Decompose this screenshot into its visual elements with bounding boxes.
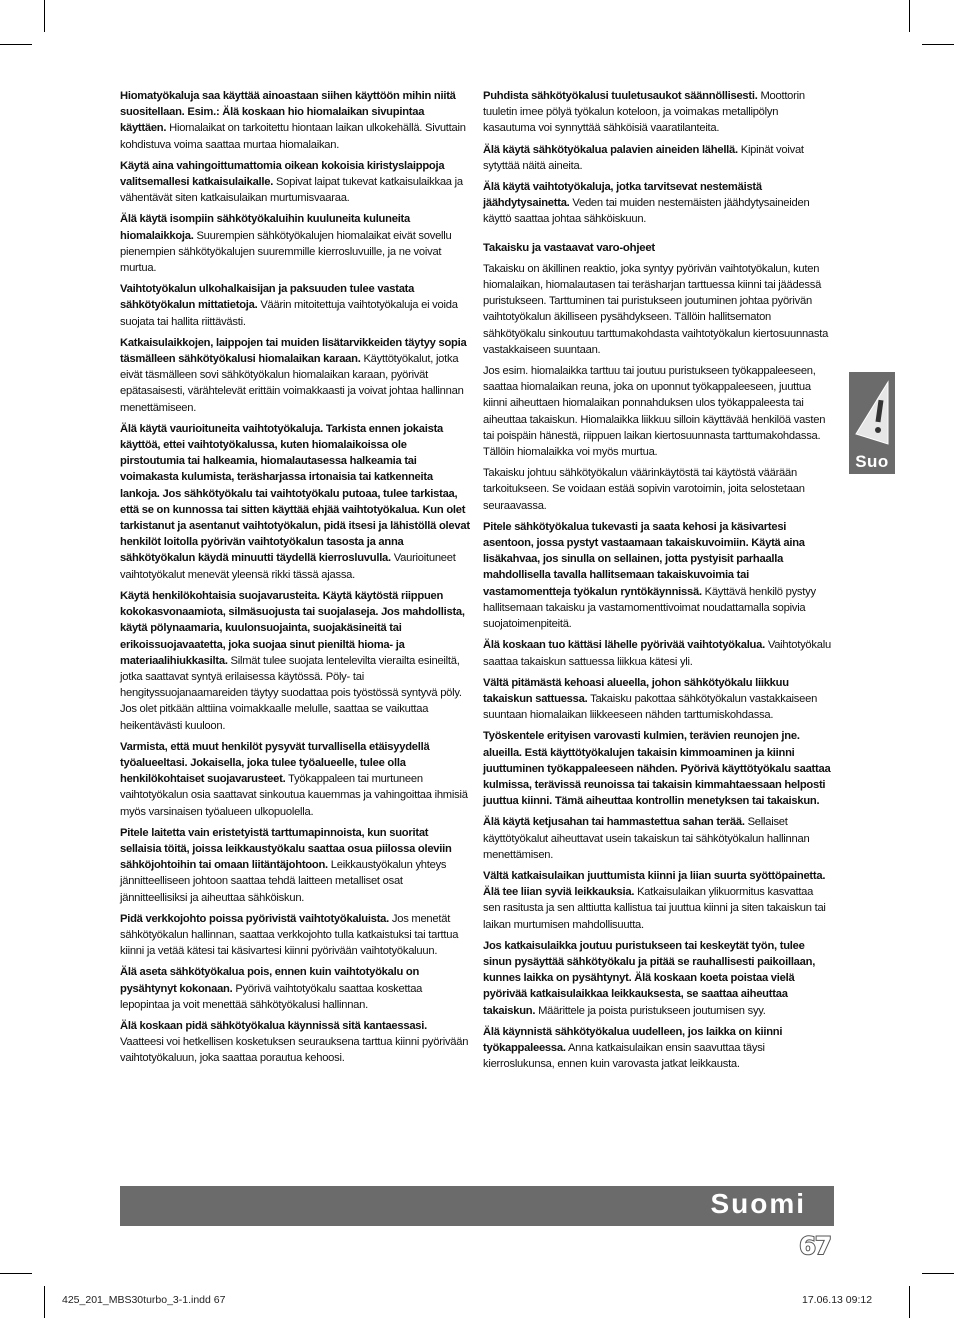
paragraph xyxy=(483,814,833,863)
crop-mark xyxy=(909,0,910,32)
paragraph xyxy=(483,637,833,669)
paragraph-text: Väärin mitoitettuja vaihtotyökaluja ei voida suojata tai hallita riittävästi. xyxy=(120,299,458,328)
paragraph xyxy=(120,335,470,416)
paragraph-lead: Älä aseta sähkötyökalua pois, ennen kuin vaihtotyökalu on pysähtynyt kokonaan. xyxy=(120,966,420,995)
paragraph-text: Käyttötyökalut, jotka eivät täsmälleen sovi sähkötyökalun hiomalaikan karaan, pyörivät epätasaisesti, värähtelevät erittäin voimakkaasti ja voivat johtaa hallinnan menettämiseen. xyxy=(120,353,464,414)
paragraph-lead: Käytä henkilökohtaisia suojavarusteita. Käytä käytöstä riippuen kokokasvonaamiota, silmäsuojusta tai suojalaseja. Jos mahdollista, käytä pölynaamaria, kuulonsuojainta, suojakäsineitä tai erikoissuojavaatetta, joka suojaa sinut pieniltä hioma- ja materiaalihiukkasilta. xyxy=(120,589,465,667)
paragraph-text: Kipinät voivat sytyttää näitä aineita. xyxy=(483,143,804,172)
paragraph xyxy=(120,825,470,906)
paragraph-text: Leikkaustyökalun yhteys jännitteelliseen johtoon saattaa tehdä laitteen metalliset osat jännitteellisiksi ja aiheuttaa sähköiskun. xyxy=(120,859,447,904)
paragraph-text: Veden tai muiden nestemäisten jäähdytysaineiden käyttö saattaa johtaa sähköiskuun. xyxy=(483,197,810,226)
paragraph xyxy=(483,88,833,137)
paragraph-text: Katkaisulaikan ylikuormitus kasvattaa sen rasitusta ja sen alttiutta kallistua tai juuttua kiinni ja siten takaiskun tai laikan murtumisen mahdollisuutta. xyxy=(483,886,826,931)
paragraph-lead: Pitele laitetta vain eristetyistä tarttumapinnoista, kun suoritat sellaisia töitä, joissa leikkaustyökalu saattaa osua piilossa oleviin sähköjohtoihin tai omaan liitäntäjohtoon. xyxy=(120,826,452,872)
paragraph xyxy=(483,675,833,724)
paragraph xyxy=(120,1018,470,1067)
paragraph-text: Pyörivä vaihtotyökalu saattaa koskettaa lepopintaa ja voit menettää sähkötyökalusi hallinnan. xyxy=(120,982,423,1011)
paragraph xyxy=(483,261,833,358)
paragraph xyxy=(483,868,833,933)
paragraph xyxy=(483,938,833,1019)
paragraph-text: Jos menetät sähkötyökalun hallinnan, saattaa verkkojohto tulla katkaistuksi tai tarttua kiinni ja vetää kätesi tai käsivartesi kiinni pyörivään vaihtotyökaluun. xyxy=(120,912,459,958)
paragraph-text: Takaisku johtuu sähkötyökalun väärinkäytöstä tai käytöstä väärään tarkoitukseen. Se voidaan estää sopivin varotoimin, joita selostetaan seuraavassa. xyxy=(483,467,805,512)
paragraph xyxy=(483,179,833,228)
paragraph-text: Käyttävä henkilö pystyy hallitsemaan takaisku ja vastamomenttivoimat noudattamalla sopivia suojatoimenpiteitä. xyxy=(483,585,816,631)
slug-date: 17.06.13 09:12 xyxy=(802,1294,873,1306)
paragraph xyxy=(120,421,470,583)
paragraph-lead: Älä käytä sähkötyökalua palavien aineiden lähellä. xyxy=(483,143,738,156)
language-side-tab xyxy=(849,372,895,474)
crop-mark xyxy=(0,1273,32,1274)
paragraph xyxy=(120,739,470,820)
paragraph-text: Sopivat laipat tukevat katkaisulaikkaa ja vähentävät siten katkaisulaikan murtumisvaaraa. xyxy=(120,176,463,205)
paragraph xyxy=(483,519,833,632)
footer-language-title: Suomi xyxy=(710,1188,806,1219)
paragraph-text: Määrittele ja poista puristukseen joutumisen syy. xyxy=(535,1004,766,1017)
crop-mark xyxy=(44,1286,45,1318)
paragraph xyxy=(120,964,470,1013)
paragraph xyxy=(483,728,833,809)
paragraph-text: Moottorin tuuletin imee pölyä työkalun koteloon, ja voimakas metallipölyn kasautuma voi synnyttää sähköisiä vaaratilanteita. xyxy=(483,90,805,135)
right-column-bottom xyxy=(483,261,833,1073)
paragraph xyxy=(483,142,833,174)
paragraph-lead: Puhdista sähkötyökalusi tuuletusaukot säännöllisesti. xyxy=(483,90,758,102)
paragraph-lead: Älä koskaan tuo kättäsi lähelle pyörivää vaihtotyökalua. xyxy=(483,639,765,652)
right-column-top xyxy=(483,88,833,228)
paragraph-lead: Vältä katkaisulaikan juuttumista kiinni ja liian suurta syöttöpainetta. Älä tee liian syviä leikkauksia. xyxy=(483,869,826,899)
paragraph-lead: Varmista, että muut henkilöt pysyvät turvallisella etäisyydellä työalueeltasi. Jokaisella, joka tulee työalueelle, tulee olla henkilökohtaiset suojavarusteet. xyxy=(120,740,430,786)
left-column xyxy=(120,88,470,1072)
paragraph xyxy=(483,1024,833,1073)
paragraph xyxy=(120,158,470,207)
paragraph-text: Takaisku pakottaa sähkötyökalun vastakkaiseen suuntaan hiomalaikan liikkeeseen nähden tarttumiskohdassa. xyxy=(483,692,818,722)
paragraph-lead: Katkaisulaikkojen, laippojen tai muiden lisätarvikkeiden täytyy sopia täsmälleen sähkötyökalusi hiomalaikan karaan. xyxy=(120,336,467,366)
page-number: 67 xyxy=(799,1232,831,1260)
crop-mark xyxy=(922,44,954,45)
paragraph-text: Jos esim. hiomalaikka tarttuu tai joutuu puristukseen työkappaleeseen, saattaa hiomalaikan reuna, joka on uponnut työkappaleeseen, juuttua kiinni aiheuttaen hiomalaikan ponnahduksen ulos työkappaleesta tai aiheuttaa takaiskun. Hiomalaikka liikkuu silloin käyttävää henkilöä vasten tai poispäin hänestä, riippuen laikan kiertosuunnasta tarttumakohdassa. Tällöin hiomalaikka voi myös murtua. xyxy=(483,365,826,459)
paragraph-lead: Älä koskaan pidä sähkötyökalua käynnissä sitä kantaessasi. xyxy=(120,1019,427,1032)
paragraph xyxy=(120,911,470,960)
paragraph-text: Vaihtotyökalu saattaa takaiskun sattuessa liikkua kätesi yli. xyxy=(483,639,831,668)
paragraph-text: Sellaiset käyttötyökalut aiheuttavat usein takaiskun tai sähkötyökalun hallinnan menettämisen. xyxy=(483,816,810,861)
paragraph-text: Vaurioituneet vaihtotyökalut menevät yleensä rikki tässä ajassa. xyxy=(120,552,456,581)
paragraph-text: Takaisku on äkillinen reaktio, joka syntyy pyörivän vaihtotyökalun, kuten hiomalaikan, hiomalautasen tai teräsharjan tarttuessa kiinni tai jäädessä puristukseen. Tarttuminen tai puristukseen joutuminen johtaa pyörivän vaihtotyökalun äkilliseen pysähdykseen. Tällöin hallitsematon sähkötyökalu sinkoutuu tarttumakohdasta vaihtotyökalun kiertosuunnasta vastakkaiseen suuntaan. xyxy=(483,262,829,356)
crop-mark xyxy=(922,1273,954,1274)
paragraph-lead: Hiomatyökaluja saa käyttää ainoastaan siihen käyttöön mihin niitä suositellaan. Esim.: Älä koskaan hio hiomalaikan sivupintaa käyttäen. xyxy=(120,90,456,135)
crop-mark xyxy=(0,44,32,45)
section-heading: Takaisku ja vastaavat varo-ohjeet xyxy=(483,241,655,254)
paragraph-lead: Älä käynnistä sähkötyökalua uudelleen, jos laikka on kiinni työkappaleessa. xyxy=(483,1025,783,1054)
paragraph-text: Suurempien sähkötyökalujen hiomalaikat eivät sovellu pienempien sähkötyökalujen suuremmille kierrosluvuille, ja ne voivat murtua. xyxy=(120,229,452,275)
paragraph-text: Silmät tulee suojata lentelevilta vierailta esineiltä, jotka saattavat syntyä erilaisessa käytössä. Pöly- tai hengityssuojanaamareiden täytyy suodattaa pois työstössä syntyvä pöly. Jos olet pitkään alttiina voimakkaalle melulle, saattaa se vaikuttaa heikentävästi kuuloon. xyxy=(120,654,462,732)
paragraph-lead: Jos katkaisulaikka joutuu puristukseen tai keskeytät työn, tulee sinun pysäyttää sähkötyökalu ja pitää se rauhallisesti paikoillaan, kunnes laikka on pysähtynyt. Älä koskaan koeta poistaa vielä pyörivää katkaisulaikkaa leikkauksesta, se saattaa aiheuttaa takaiskun. xyxy=(483,939,816,1017)
paragraph-text: Hiomalaikat on tarkoitettu hiontaan laikan ulkokehällä. Sivuttain kohdistuva voima saattaa murtaa hiomalaikan. xyxy=(120,122,466,151)
paragraph-lead: Pidä verkkojohto poissa pyörivistä vaihtotyökaluista. xyxy=(120,912,390,925)
paragraph xyxy=(120,588,470,734)
paragraph xyxy=(120,281,470,330)
paragraph-text: Työkappaleen tai murtuneen vaihtotyökalun osia saattavat sinkoutua kauemmas ja vahingoittaa ihmisiä myös varsinaisen työalueen ulkopuolella. xyxy=(120,773,468,818)
paragraph xyxy=(120,211,470,276)
paragraph xyxy=(120,88,470,153)
paragraph xyxy=(483,465,833,514)
right-column xyxy=(483,88,833,1077)
paragraph-text: Anna katkaisulaikan ensin saavuttaa täysi kierroslukunsa, ennen kuin varovasta jatkat leikkausta. xyxy=(483,1041,765,1071)
warning-triangle-icon xyxy=(852,378,892,448)
crop-mark xyxy=(44,0,45,32)
paragraph-lead: Älä käytä isompiin sähkötyökaluihin kuuluneita kuluneita hiomalaikkoja. xyxy=(120,213,410,242)
footer-bar xyxy=(120,1186,834,1226)
side-tab-label: Suo xyxy=(855,452,889,471)
paragraph-lead: Älä käytä ketjusahan tai hammastettua sahan terää. xyxy=(483,816,745,829)
paragraph-lead: Älä käytä vaihtotyökaluja, jotka tarvitsevat nestemäistä jäähdytysainetta. xyxy=(483,181,762,210)
paragraph-lead: Vaihtotyökalun ulkohalkaisijan ja paksuuden tulee vastata sähkötyökalun mittatietoja. xyxy=(120,283,415,312)
paragraph-lead: Työskentele erityisen varovasti kulmien, terävien reunojen jne. alueilla. Estä käyttötyökalujen takaisin kimmoaminen ja kiinni juuttuminen työkappaleeseen nähden. Pyörivä käyttötyökalu saattaa kulmissa, terävissä reunoissa tai takaisin kimmahtaessaan helposti juuttua kiinni. Tämä aiheuttaa kontrollin menetyksen tai takaiskun. xyxy=(483,730,831,808)
paragraph xyxy=(483,363,833,460)
paragraph-lead: Käytä aina vahingoittumattomia oikean kokoisia kiristyslaippoja valitsemallesi katkaisulaikalle. xyxy=(120,159,445,189)
paragraph-lead: Vältä pitämästä kehoasi alueella, johon sähkötyökalu liikkuu takaiskun sattuessa. xyxy=(483,676,789,705)
slug-file: 425_201_MBS30turbo_3-1.indd 67 xyxy=(62,1294,226,1306)
paragraph-lead: Pitele sähkötyökalua tukevasti ja saata kehosi ja käsivartesi asentoon, jossa pystyt vastaamaan takaiskuvoimiin. Käytä aina lisäkahvaa, jos sinulla on sellainen, jotta pystyisit parhaalla mahdollisella tavalla hallitsemaan takaiskuvoimia tai vastamomentteja työkalun ryntökäynnissä. xyxy=(483,520,805,598)
crop-mark xyxy=(909,1286,910,1318)
paragraph-lead: Älä käytä vaurioituneita vaihtotyökaluja. Tarkista ennen jokaista käyttöä, ettei vaihtotyökalussa, kuten hiomalaikoissa ole pirstoutumia tai halkeamia, hiomalautasessa halkeamia tai voimakasta kulumista, teräsharjassa irtonaisia tai katkenneita lankoja. Jos sähkötyökalu tai vaihtotyökalu putoaa, tulee tarkistaa, että se on kunnossa tai sitten käyttää ehjää vaihtotyökalua. Kun olet tarkistanut ja asentanut vaihtotyökalun, pidä itsesi ja lähistöllä olevat henkilöt loitolla pyörivän vaihtotyökalun tasosta ja anna sähkötyökalun käydä minuutti täydellä kierrosluvulla. xyxy=(120,422,470,565)
paragraph-text: Vaatteesi voi hetkellisen kosketuksen seurauksena tarttua kiinni pyörivään vaihtotyökaluun, joka saattaa porautua kehoosi. xyxy=(120,1036,469,1065)
